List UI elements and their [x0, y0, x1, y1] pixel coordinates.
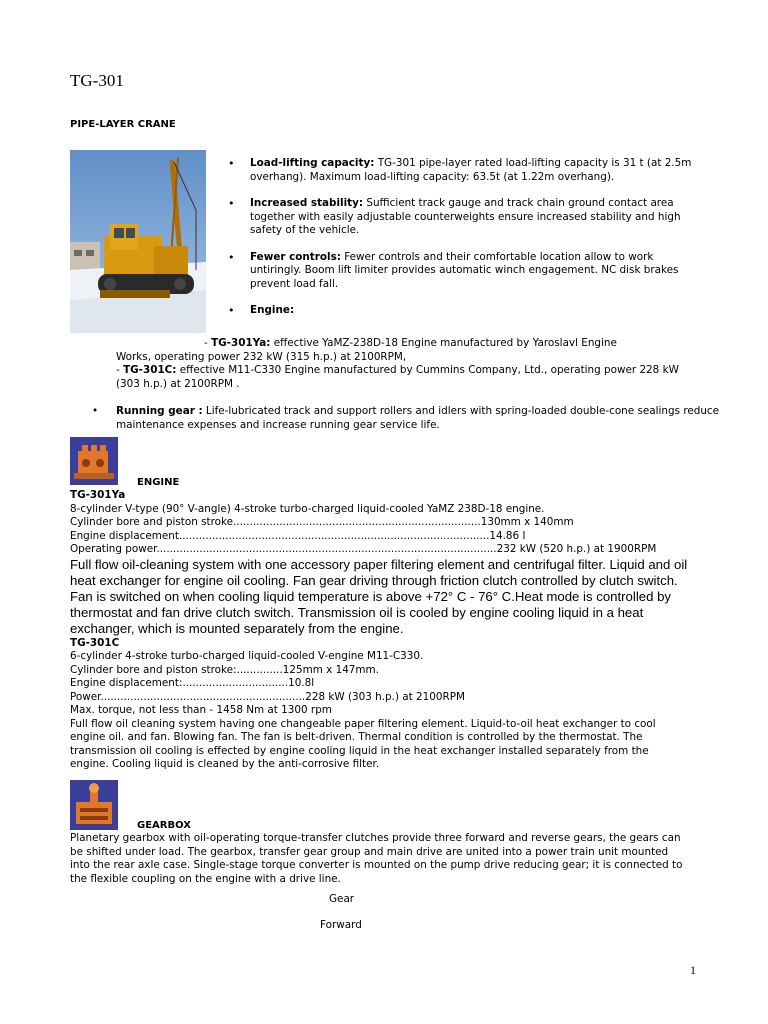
- running-gear: • Running gear : Life-lubricated track and support rollers and idlers with spring-loaded double-cone sealings reduce maintenance expenses and increase running gear service life.: [92, 405, 720, 431]
- list-item: • Engine:: [228, 304, 295, 317]
- gearbox-paragraph: Planetary gearbox with oil-operating torque-transfer clutches provide three forward and reverse gears, the gears can be shifted under load. The gearbox, transfer gear group and main drive are united into a power train unit mounted into the rear axle case. Single-stage torque converter is mounted on the pump drive reducing gear; it is connected to the flexible coupling on the engine with a drive line.: [70, 832, 683, 885]
- engine-variants: - TG-301Ya: effective YaMZ-238D-18 Engine manufactured by Yaroslavl Engine Works, operating power 232 kW (315 h.p.) at 2100RPM, - TG-301C: effective M11-C330 Engine manufactured by Cummins Company, Ltd., operating power 228 kW (303 h.p.) at 2100RPM .: [116, 337, 679, 390]
- list-item: • Load-lifting capacity: TG-301 pipe-layer rated load-lifting capacity is 31 t (at 2.5m overhang). Maximum load-lifting capacity: 63.5t (at 1.22m overhang).: [228, 157, 692, 183]
- crane-photo: [70, 150, 206, 333]
- feature-list: [228, 157, 698, 331]
- engine-section: TG-301Ya 8-cylinder V-type (90° V-angle) 4-stroke turbo-charged liquid-cooled YaMZ 238D-18 engine. Cylinder bore and piston stroke...........................................................................130mm x 140mm Engine displacement..............................................................................................14.86 l Operating power.......................................................................................................232 kW (520 h.p.) at 1900RPM Full flow oil-cleaning system with one accessory paper filtering element and centrifugal filter. Liquid and oil heat exchanger for engine oil cooling. Fan gear driving through friction clutch controlled by clutch switch. Fan is switched on when cooling liquid temperature is above +72° C - 76° C.Heat mode is controlled by thermostat and fan drive clutch switch. Transmission oil is cooled by engine cooling liquid in a heat exchanger, which is mounted separately from the engine. TG-301C 6-cylinder 4-stroke turbo-charged liquid-cooled V-engine M11-C330. Cylinder bore and piston stroke:..............125mm x 147mm. Engine displacement:................................10.8l Power..............................................................228 kW (303 h.p.) at 2100RPM Max. torque, not less than - 1458 Nm at 1300 rpm Full flow oil cleaning system having one changeable paper filtering element. Liquid-to-oil heat exchanger to cool engine oil. and fan. Blowing fan. The fan is belt-driven. Thermal condition is controlled by the thermostat. The transmission oil cooling is effected by engine cooling liquid in the heat exchanger installed separately from the engine. Cooling liquid is cleaned by the anti-corrosive filter.: [70, 489, 688, 770]
- gearbox-heading: GEARBOX: [137, 820, 191, 831]
- gear-label: Gear: [329, 893, 355, 905]
- engine-icon: [70, 437, 118, 485]
- forward-label: Forward: [320, 919, 362, 931]
- list-item: • Increased stability: Sufficient track gauge and track chain ground contact area together with easily adjustable counterweights ensure increased stability and high safety of the vehicle.: [228, 197, 681, 236]
- list-item: • Fewer controls: Fewer controls and their comfortable location allow to work untiringly. Boom lift limiter provides automatic winch engagement. NC disk brakes prevent load fall.: [228, 250, 679, 290]
- doc-subtitle: PIPE-LAYER CRANE: [70, 119, 176, 130]
- engine-heading: ENGINE: [137, 477, 180, 488]
- gearbox-icon: [70, 780, 118, 830]
- page-number: 1: [690, 963, 696, 977]
- doc-title: TG-301: [70, 71, 124, 90]
